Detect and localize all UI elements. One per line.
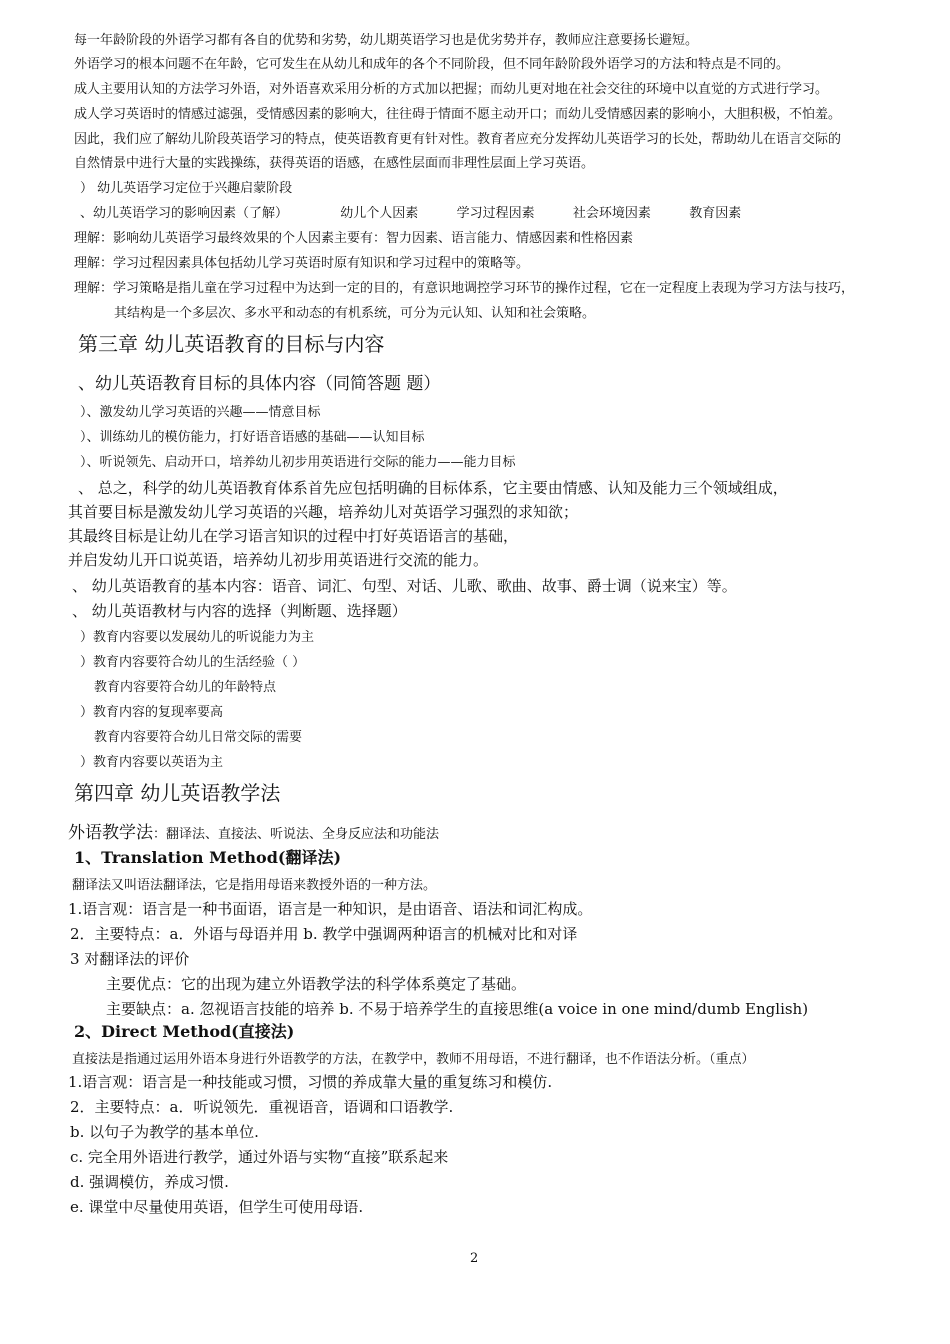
section-heading: 、 幼儿英语教材与内容的选择（判断题、选择题）	[72, 602, 407, 620]
text-line: 主要缺点：a. 忽视语言技能的培养 b. 不易于培养学生的直接思维(a voice in one mind/dumb English)	[106, 1000, 809, 1018]
list-item: ）、激发幼儿学习英语的兴趣——情意目标	[80, 405, 321, 420]
text-line: 成人主要用认知的方法学习外语，对外语喜欢采用分析的方式加以把握；而幼儿更对地在社会交往的环境中以直觉的方式进行学习。	[74, 82, 829, 97]
text-line: 翻译法又叫语法翻译法，它是指用母语来教授外语的一种方法。	[72, 878, 437, 893]
chapter-title: 第三章 幼儿英语教育的目标与内容	[78, 332, 385, 356]
text-line: d. 强调模仿，养成习惯.	[70, 1173, 229, 1191]
text-line: 2．主要特点：a．听说领先．重视语音，语调和口语教学.	[70, 1098, 454, 1116]
text-line: e. 课堂中尽量使用英语，但学生可使用母语.	[70, 1198, 364, 1216]
text-line: 因此，我们应了解幼儿阶段英语学习的特点，使英语教育更有针对性。教育者应充分发挥幼儿英语学习的长处，帮助幼儿在语言交际的	[74, 132, 842, 147]
section-heading: 、幼儿英语教育目标的具体内容（同简答题 题）	[78, 374, 441, 394]
factor-process: 学习过程因素	[456, 206, 535, 221]
text-line: 主要优点：它的出现为建立外语教学法的科学体系奠定了基础。	[106, 975, 527, 993]
text-line: 2．主要特点：a．外语与母语并用 b. 教学中强调两种语言的机械对比和对译	[70, 925, 578, 943]
text-line: 其结构是一个多层次、多水平和动态的有机系统，可分为元认知、认知和社会策略。	[114, 306, 596, 321]
text-line: 成人学习英语时的情感过滤强，受情感因素的影响大，往往碍于情面不愿主动开口；而幼儿受情感因素的影响小，大胆积极，不怕羞。	[74, 107, 842, 122]
page-number: 2	[470, 1251, 479, 1266]
list-item: ）、训练幼儿的模仿能力，打好语音语感的基础——认知目标	[80, 430, 425, 445]
text-line: c. 完全用外语进行教学，通过外语与实物“直接”联系起来	[70, 1148, 449, 1166]
factors-heading: 、幼儿英语学习的影响因素（了解）	[80, 206, 289, 221]
text-line: 理解：学习策略是指儿童在学习过程中为达到一定的目的，有意识地调控学习环节的操作过程，它在一定程度上表现为学习方法与技巧，	[74, 281, 855, 296]
text-line: 其首要目标是激发幼儿学习英语的兴趣，培养幼儿对英语学习强烈的求知欲；	[68, 503, 579, 521]
text-line: 1.语言观：语言是一种书面语，语言是一种知识，是由语音、语法和词汇构成。	[68, 900, 593, 918]
method-heading: 2、Direct Method(直接法)	[74, 1022, 295, 1041]
chapter-title: 第四章 幼儿英语教学法	[74, 781, 281, 805]
methods-intro-list: ：翻译法、直接法、听说法、全身反应法和功能法	[153, 827, 440, 842]
methods-intro	[68, 823, 439, 843]
text-line: 理解：学习过程因素具体包括幼儿学习英语时原有知识和学习过程中的策略等。	[74, 256, 530, 271]
list-item: ）教育内容的复现率要高	[80, 705, 224, 720]
text-line: 每一年龄阶段的外语学习都有各自的优势和劣势，幼儿期英语学习也是优劣势并存，教师应注意要扬长避短。	[74, 33, 699, 48]
text-line: 并启发幼儿开口说英语，培养幼儿初步用英语进行交流的能力。	[68, 551, 489, 569]
text-line: 、 幼儿英语教育的基本内容：语音、词汇、句型、对话、儿歌、歌曲、故事、爵士调（说来宝）等。	[72, 577, 737, 595]
factors-row	[80, 206, 741, 222]
list-item: ）、听说领先、启动开口，培养幼儿初步用英语进行交际的能力——能力目标	[80, 455, 516, 470]
methods-intro-label: 外语教学法	[68, 823, 153, 843]
text-line: b. 以句子为教学的基本单位.	[70, 1123, 259, 1141]
text-line: 1.语言观：语言是一种技能或习惯，习惯的养成靠大量的重复练习和模仿.	[68, 1073, 553, 1091]
text-line: 直接法是指通过运用外语本身进行外语教学的方法，在教学中，教师不用母语，不进行翻译，也不作语法分析。（重点）	[72, 1052, 755, 1067]
text-line: 其最终目标是让幼儿在学习语言知识的过程中打好英语语言的基础，	[68, 527, 519, 545]
text-line: ） 幼儿英语学习定位于兴趣启蒙阶段	[80, 181, 293, 196]
factor-social: 社会环境因素	[572, 206, 651, 221]
list-item: ）教育内容要以英语为主	[80, 755, 224, 770]
list-item: 教育内容要符合幼儿的年龄特点	[94, 680, 277, 695]
text-line: 自然情景中进行大量的实践操练，获得英语的语感，在感性层面而非理性层面上学习英语。	[74, 156, 595, 171]
list-item: ）教育内容要符合幼儿的生活经验（ ）	[80, 655, 306, 670]
list-item: ）教育内容要以发展幼儿的听说能力为主	[80, 630, 315, 645]
factor-education: 教育因素	[689, 206, 742, 221]
text-line: 理解：影响幼儿英语学习最终效果的个人因素主要有：智力因素、语言能力、情感因素和性格因素	[74, 231, 634, 246]
method-heading: 1、Translation Method(翻译法)	[74, 848, 342, 867]
list-item: 教育内容要符合幼儿日常交际的需要	[94, 730, 303, 745]
text-line: 外语学习的根本问题不在年龄，它可发生在从幼儿和成年的各个不同阶段，但不同年龄阶段外语学习的方法和特点是不同的。	[74, 57, 790, 72]
text-line: 3 对翻译法的评价	[70, 950, 190, 968]
factor-personal: 幼儿个人因素	[340, 206, 419, 221]
text-line: 、 总之，科学的幼儿英语教育体系首先应包括明确的目标体系，它主要由情感、认知及能力三个领域组成，	[78, 479, 788, 497]
